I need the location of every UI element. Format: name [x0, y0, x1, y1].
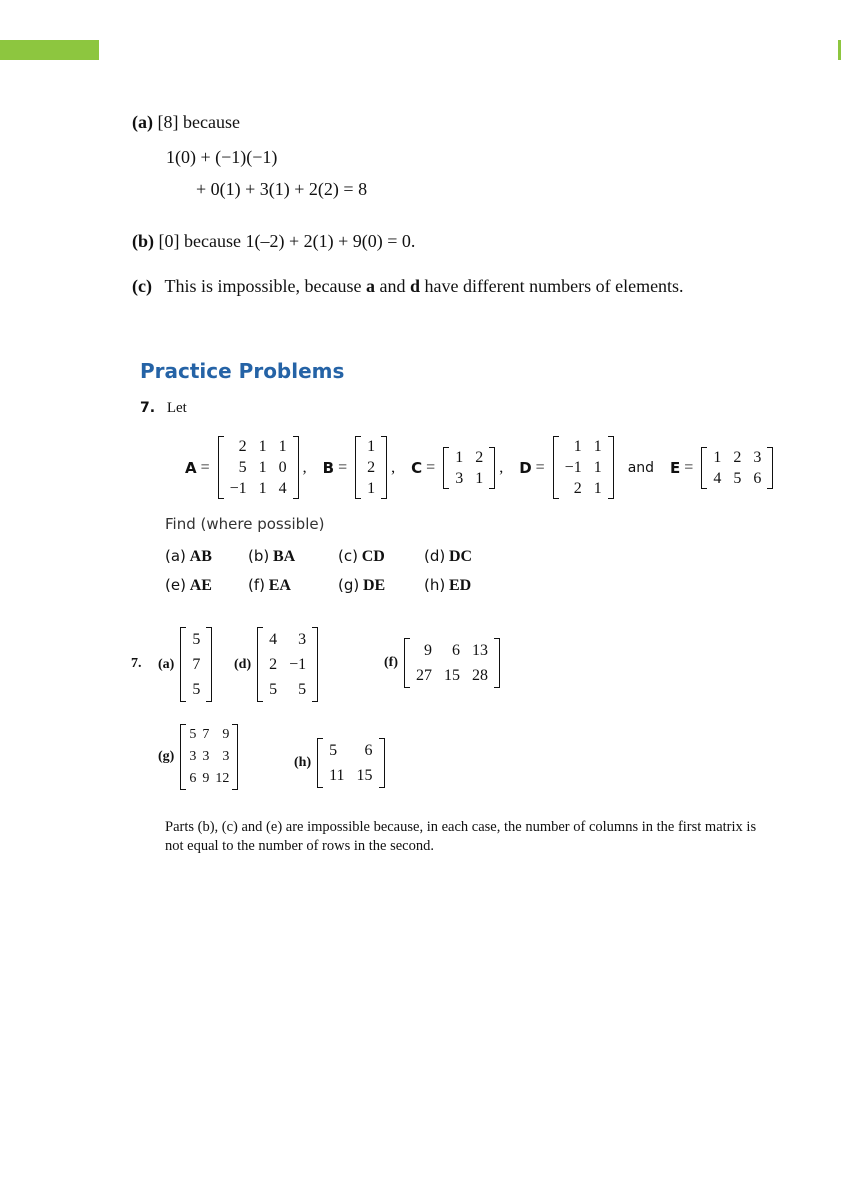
- answer-f-label: (f): [384, 655, 398, 670]
- matrix-a-eq: =: [200, 458, 210, 476]
- matrix-entry: 5: [192, 681, 201, 698]
- answer-note: Parts (b), (c) and (e) are impossible because, in each case, the number of columns in the first matrix is not equal to the number of rows in the second.: [165, 819, 757, 854]
- matrix-entry: 1: [258, 480, 267, 497]
- matrix-entry: 9: [222, 727, 230, 742]
- header-accent-bar: [0, 40, 99, 60]
- find-text: Find (where possible): [165, 515, 325, 533]
- answer-a-label: (a): [158, 656, 175, 672]
- matrix-entry: 1: [367, 480, 376, 497]
- solution-a-line2: + 0(1) + 3(1) + 2(2) = 8: [196, 179, 368, 199]
- matrix-entry: 4: [713, 469, 722, 487]
- matrix-entry: 1: [593, 438, 602, 455]
- matrix-d: [553, 436, 614, 499]
- matrix-entry: 1: [593, 480, 602, 497]
- solution-c-text1: This is impossible, because: [164, 276, 362, 296]
- matrix-entry: 6: [364, 742, 373, 759]
- matrix-b-name: B: [322, 458, 335, 477]
- matrix-entry: 0: [278, 459, 287, 476]
- matrix-entry: 13: [472, 642, 488, 659]
- matrix-entry: 1: [258, 459, 267, 476]
- matrix-entry: 3: [189, 749, 197, 764]
- right-bracket: [489, 447, 495, 489]
- answer-d: [234, 627, 318, 702]
- matrix-entry: 5: [298, 681, 307, 698]
- matrix-entry: 5: [269, 681, 278, 698]
- solution-c-bold-d: d: [409, 276, 420, 296]
- matrix-entry: 7: [192, 656, 201, 673]
- matrix-a: [218, 436, 299, 499]
- part-b: (b) BA: [248, 547, 296, 565]
- and-text: and: [627, 459, 655, 476]
- matrix-c-eq: =: [426, 458, 436, 476]
- solution-c: [132, 276, 684, 297]
- matrix-e-name: E: [670, 458, 681, 477]
- matrix-entry: 3: [222, 749, 230, 764]
- matrix-entry: 1: [593, 459, 602, 476]
- problem-number: 7.: [140, 400, 156, 416]
- solution-b-label: (b): [132, 231, 154, 251]
- matrix-entry: 6: [189, 771, 197, 786]
- matrix-b: [355, 436, 387, 499]
- problem-7-intro: [140, 400, 187, 417]
- matrix-entry: 4: [269, 631, 278, 648]
- matrix-entry: 4: [278, 480, 287, 497]
- solution-c-text2: and: [379, 276, 406, 296]
- matrix-entry: 5: [192, 631, 201, 648]
- answer-number: 7.: [131, 656, 142, 671]
- answer-h-label: (h): [294, 755, 312, 770]
- right-bracket: [494, 638, 500, 688]
- matrix-entry: 15: [356, 767, 373, 784]
- right-bracket: [608, 436, 614, 499]
- matrix-entry: 9: [424, 642, 432, 659]
- solution-a-text: [8] because: [157, 112, 240, 132]
- answer-a-matrix: [180, 627, 212, 702]
- matrix-a-comma: ,: [302, 458, 307, 476]
- matrix-entry: 1: [713, 448, 722, 466]
- matrix-entry: 3: [202, 749, 210, 764]
- matrix-entry: 1: [367, 438, 376, 455]
- matrix-entry: 1: [258, 438, 267, 455]
- matrix-entry: 28: [472, 667, 488, 684]
- answer-d-label: (d): [234, 656, 252, 672]
- matrix-entry: 2: [367, 459, 376, 476]
- matrix-entry: 2: [475, 448, 484, 466]
- right-bracket: [379, 738, 385, 788]
- part-g: (g) DE: [338, 576, 386, 594]
- answer-g-label: (g): [158, 749, 175, 764]
- matrix-a-name: A: [185, 458, 197, 477]
- matrix-entry: 2: [733, 448, 742, 466]
- answer-d-matrix: [257, 627, 318, 702]
- right-bracket: [206, 627, 212, 702]
- matrix-entry: 3: [298, 631, 307, 648]
- matrix-entry: 3: [753, 448, 762, 466]
- part-h: (h) ED: [424, 576, 472, 594]
- answer-g-matrix: [180, 724, 238, 790]
- matrix-c-name: C: [411, 458, 423, 477]
- solution-a-line1: 1(0) + (−1)(−1): [166, 147, 278, 167]
- matrix-entry: 15: [444, 667, 460, 684]
- matrix-entry: 9: [202, 771, 210, 786]
- matrix-entry: 5: [238, 459, 247, 476]
- matrix-d-name: D: [519, 458, 532, 477]
- matrix-entry: 1: [455, 448, 464, 466]
- solution-a-label: (a): [132, 112, 153, 132]
- solution-a: [132, 112, 240, 133]
- solution-b: [132, 231, 415, 252]
- solution-c-bold-a: a: [365, 276, 375, 296]
- part-a: (a) AB: [165, 547, 212, 565]
- matrix-entry: 11: [329, 767, 345, 784]
- matrix-definitions: [185, 436, 773, 499]
- part-f: (f) EA: [248, 576, 291, 594]
- matrix-entry: 2: [238, 438, 247, 455]
- matrix-entry: 1: [475, 469, 484, 487]
- matrix-entry: −1: [229, 480, 247, 497]
- matrix-e: [701, 447, 773, 489]
- matrix-entry: −1: [564, 459, 582, 476]
- solution-c-label: (c): [132, 276, 152, 296]
- matrix-entry: 5: [733, 469, 742, 487]
- matrix-d-eq: =: [535, 458, 545, 476]
- answer-a: [158, 627, 212, 702]
- practice-heading: Practice Problems: [140, 359, 345, 383]
- part-c: (c) CD: [338, 547, 385, 565]
- right-bracket: [312, 627, 318, 702]
- matrix-entry: 2: [269, 656, 278, 673]
- answer-g: [158, 724, 238, 790]
- part-d: (d) DC: [424, 547, 473, 565]
- matrix-entry: 2: [573, 480, 582, 497]
- matrix-entry: 1: [278, 438, 287, 455]
- matrix-entry: 3: [455, 469, 464, 487]
- part-e: (e) AE: [165, 576, 212, 594]
- matrix-entry: 6: [452, 642, 460, 659]
- answer-f-matrix: [404, 638, 500, 688]
- right-bracket: [381, 436, 387, 499]
- right-bracket: [767, 447, 773, 489]
- matrix-entry: 1: [573, 438, 582, 455]
- problem-text: Let: [166, 400, 187, 416]
- matrix-entry: 12: [215, 771, 230, 786]
- solution-c-text3: have different numbers of elements.: [424, 276, 684, 296]
- matrix-entry: 27: [416, 667, 432, 684]
- answer-h-matrix: [317, 738, 384, 788]
- matrix-b-comma: ,: [391, 458, 396, 476]
- answer-h: [294, 738, 385, 788]
- matrix-entry: −1: [289, 656, 307, 673]
- matrix-c: [443, 447, 495, 489]
- matrix-c-comma: ,: [499, 458, 504, 476]
- answer-f: [384, 638, 500, 688]
- solution-b-text: [0] because 1(–2) + 2(1) + 9(0) = 0.: [158, 231, 416, 251]
- matrix-b-eq: =: [338, 458, 348, 476]
- right-bracket: [232, 724, 238, 790]
- matrix-e-eq: =: [684, 458, 694, 476]
- matrix-entry: 6: [753, 469, 762, 487]
- matrix-entry: 7: [202, 727, 210, 742]
- right-bracket: [293, 436, 299, 499]
- matrix-entry: 5: [329, 742, 338, 759]
- matrix-entry: 5: [189, 727, 197, 742]
